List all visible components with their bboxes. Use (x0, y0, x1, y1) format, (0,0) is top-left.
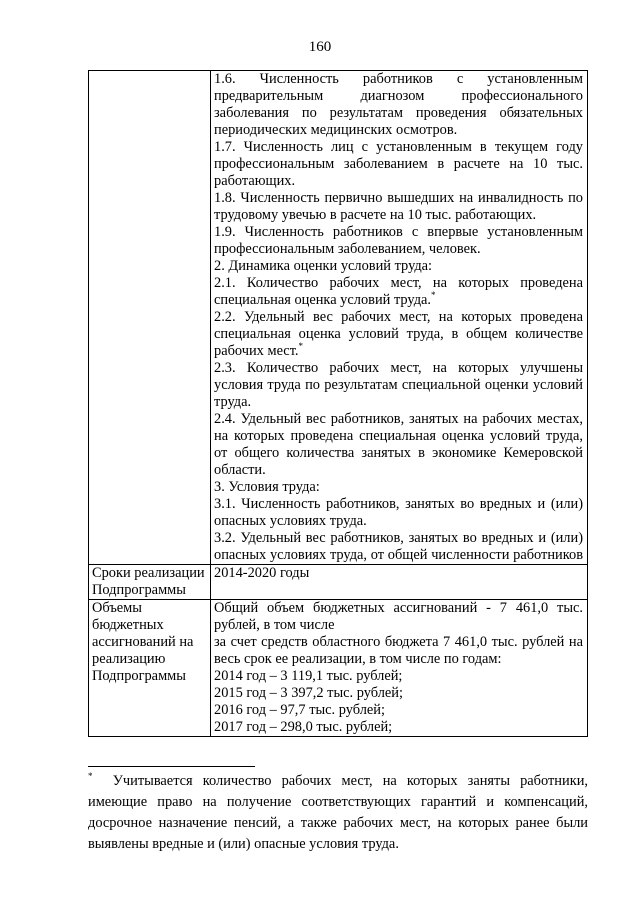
indicator-3-2: 3.2. Удельный вес работников, занятых во вредных и (или) опасных условиях труда, от общей численности работников (214, 530, 583, 563)
funding-label: Объемы бюджетных ассигнований на реализацию Подпрограммы (89, 600, 211, 737)
indicators-cell (211, 71, 588, 565)
indicator-1-6: 1.6. Численность работников с установленным предварительным диагнозом профессионального заболевания по результатам проведения обязательных периодических медицинских осмотров. (214, 71, 583, 138)
indicator-2-1: 2.1. Количество рабочих мест, на которых проведена специальная оценка условий труда.* (214, 275, 583, 308)
footnote-mark: * (431, 290, 436, 300)
funding-year-2015: 2015 год – 3 397,2 тыс. рублей; (214, 685, 403, 701)
indicator-2: 2. Динамика оценки условий труда: (214, 258, 433, 274)
funding-cell (211, 600, 588, 737)
indicators-row (89, 71, 588, 565)
footnote-text: Учитывается количество рабочих мест, на которых заняты работники, имеющие право на получение соответствующих гарантий и компенсаций, досрочное назначение пенсий, а также рабочих мест, на которых ранее были выявлены вредные и (или) опасные условия труда. (88, 773, 588, 852)
indicator-1-9: 1.9. Численность работников с впервые установленным профессиональным заболеванием, человек. (214, 224, 583, 257)
funding-regional: за счет средств областного бюджета 7 461,0 тыс. рублей на весь срок ее реализации, в том числе по годам: (214, 634, 583, 667)
subprogram-passport-table (88, 70, 588, 737)
funding-total: Общий объем бюджетных ассигнований - 7 461,0 тыс. рублей, в том числе (214, 600, 583, 633)
terms-label: Сроки реализации Подпрограммы (89, 565, 211, 600)
funding-year-2016: 2016 год – 97,7 тыс. рублей; (214, 702, 385, 718)
indicator-2-3: 2.3. Количество рабочих мест, на которых улучшены условия труда по результатам специальной оценки условий труда. (214, 360, 583, 410)
terms-row (89, 565, 588, 600)
funding-row (89, 600, 588, 737)
footnote (88, 771, 588, 855)
indicator-3: 3. Условия труда: (214, 479, 320, 495)
footnote-mark: * (88, 771, 93, 781)
indicator-3-1: 3.1. Численность работников, занятых во вредных и (или) опасных условиях труда. (214, 496, 583, 529)
indicator-2-2: 2.2. Удельный вес рабочих мест, на которых проведена специальная оценка условий труда, в общем количестве рабочих мест.* (214, 309, 583, 359)
page-number: 160 (308, 39, 332, 55)
indicators-label-cell (89, 71, 211, 565)
funding-year-2014: 2014 год – 3 119,1 тыс. рублей; (214, 668, 403, 684)
footnote-mark: * (298, 341, 304, 351)
indicator-1-8: 1.8. Численность первично вышедших на инвалидность по трудовому увечью в расчете на 10 тыс. работающих. (214, 190, 583, 223)
funding-year-2017: 2017 год – 298,0 тыс. рублей; (214, 719, 393, 735)
indicator-1-7: 1.7. Численность лиц с установленным в текущем году профессиональным заболеванием в расчете на 10 тыс. работающих. (214, 139, 583, 189)
footnote-separator (88, 766, 255, 767)
terms-value: 2014-2020 годы (211, 565, 588, 600)
indicator-2-4: 2.4. Удельный вес работников, занятых на рабочих местах, на которых проведена специальная оценка условий труда, от общего количества занятых в экономике Кемеровской области. (214, 411, 583, 478)
